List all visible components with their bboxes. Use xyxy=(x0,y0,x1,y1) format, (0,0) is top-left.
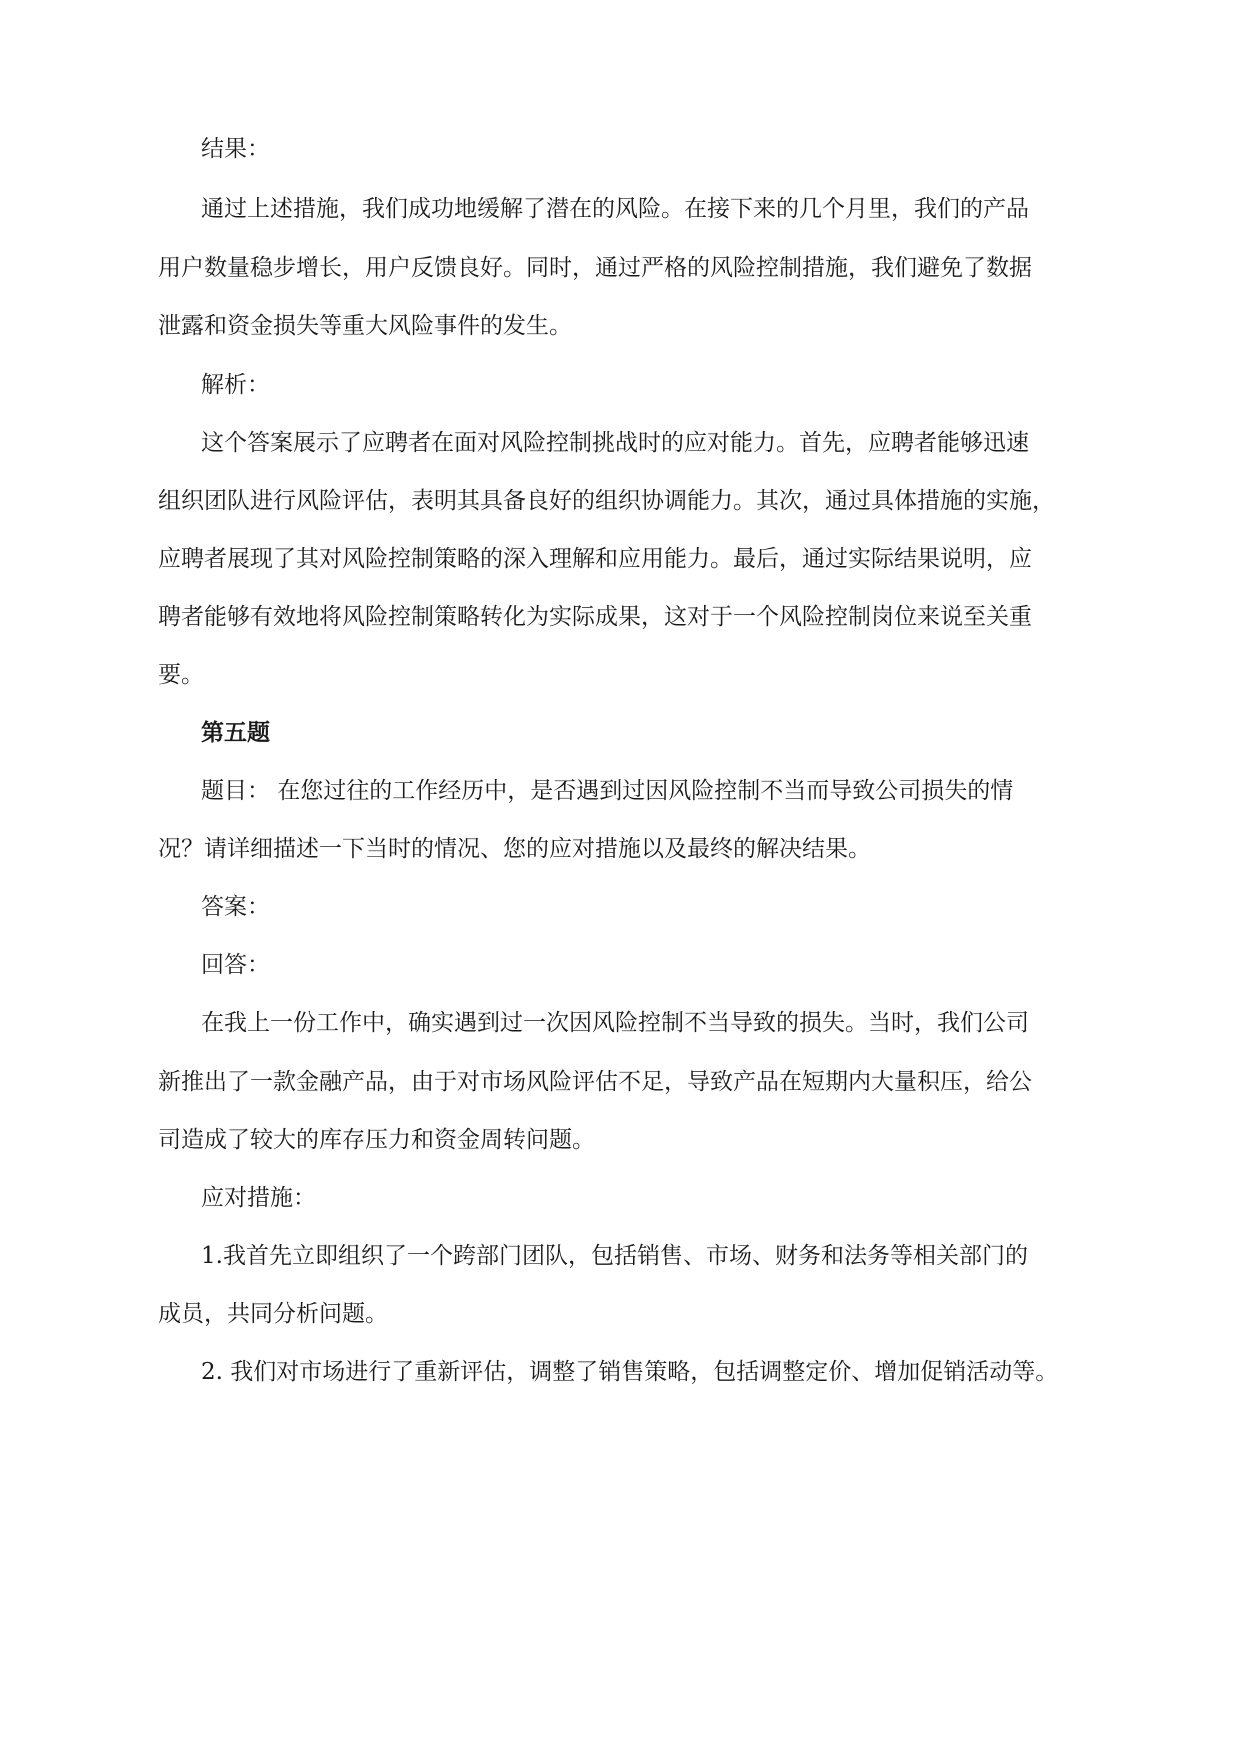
measure-item-line: 1.我首先立即组织了一个跨部门团队，包括销售、市场、财务和法务等相关部门的 xyxy=(201,1243,1028,1269)
question-text-line: 况？请详细描述一下当时的情况、您的应对措施以及最终的解决结果。 xyxy=(158,836,871,862)
question-five-title: 第五题 xyxy=(201,719,270,746)
analysis-paragraph-line: 聘者能够有效地将风险控制策略转化为实际成果，这对于一个风险控制岗位来说至关重 xyxy=(158,604,1032,630)
measure-item-line: 2. 我们对市场进行了重新评估，调整了销售策略，包括调整定价、增加促销活动等。 xyxy=(201,1359,1059,1385)
reply-paragraph-line: 司造成了较大的库存压力和资金周转问题。 xyxy=(158,1127,595,1153)
reply-paragraph-line: 在我上一份工作中，确实遇到过一次因风险控制不当导致的损失。当时，我们公司 xyxy=(201,1010,1029,1036)
analysis-paragraph-line: 应聘者展现了其对风险控制策略的深入理解和应用能力。最后，通过实际结果说明，应 xyxy=(158,546,1032,572)
analysis-paragraph-line: 这个答案展示了应聘者在面对风险控制挑战时的应对能力。首先，应聘者能够迅速 xyxy=(201,430,1029,456)
answer-heading: 答案： xyxy=(201,894,270,920)
analysis-paragraph-line: 要。 xyxy=(158,662,204,688)
analysis-paragraph-line: 组织团队进行风险评估，表明其具备良好的组织协调能力。其次，通过具体措施的实施， xyxy=(158,488,1055,514)
measure-item-line: 成员，共同分析问题。 xyxy=(158,1301,388,1327)
analysis-heading: 解析： xyxy=(201,372,270,398)
question-text-line: 题目： 在您过往的工作经历中，是否遇到过因风险控制不当而导致公司损失的情 xyxy=(201,778,1014,804)
reply-paragraph-line: 新推出了一款金融产品，由于对市场风险评估不足，导致产品在短期内大量积压，给公 xyxy=(158,1069,1032,1095)
result-paragraph-line: 用户数量稳步增长，用户反馈良好。同时，通过严格的风险控制措施，我们避免了数据 xyxy=(158,255,1032,281)
result-paragraph-line: 泄露和资金损失等重大风险事件的发生。 xyxy=(158,313,572,339)
reply-heading: 回答： xyxy=(201,952,270,978)
result-paragraph-line: 通过上述措施，我们成功地缓解了潜在的风险。在接下来的几个月里，我们的产品 xyxy=(201,196,1029,222)
measures-heading: 应对措施： xyxy=(201,1185,316,1211)
result-heading: 结果： xyxy=(201,136,270,162)
